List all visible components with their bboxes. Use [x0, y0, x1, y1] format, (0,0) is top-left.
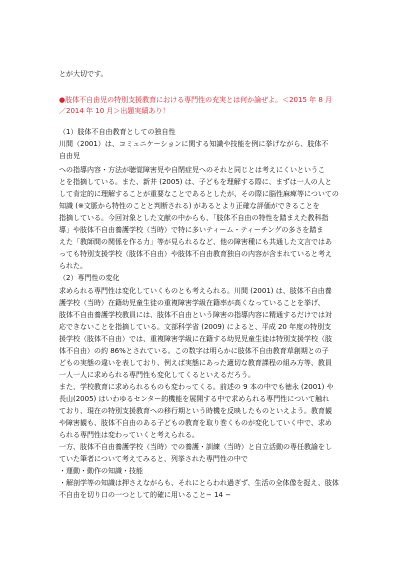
text-line: 護学校（当時）在籍幼児童生徒の重複障害学級在籍率が高くなっていることを挙げ、 [59, 299, 325, 307]
text-line: 援学校（肢体不自由）では、重複障害学級に在籍する幼児児童生徒は特別支援学校（肢 [59, 335, 332, 343]
text-line: とを指摘している。また、新井 (2005) は、子どもを理解する際に、まずは一人の人と [59, 178, 332, 186]
text-line: 応できないことを指摘している。文部科学省 (2009) によると、平成 20 年度の特別支 [59, 323, 332, 331]
bullet-item: ・運動・動作の知識・技能 [59, 467, 143, 475]
text-line-with-page-number: 不自由を切り口の一つとして的確に用いること− 14 − [59, 491, 232, 499]
text-line: っても特別支援学校（肢体不自由）や肢体不自由教育独自の内容が含まれていると考え [59, 250, 332, 258]
question-heading-line-2: ／2014 年 10 月＞出題実績あり！ [59, 107, 170, 115]
bullet-item: ・解剖学等の知識は押さえながらも、それにとらわれ過ぎず、生活の全体像を捉え、肢体 [59, 479, 339, 487]
text-line: 川間（2001）は、コミュニケーションに関する知識や技能を例に挙げながら、肢体不 [59, 140, 329, 148]
text-line: られた。 [59, 262, 87, 270]
section-heading: （2）専門性の変化 [59, 274, 120, 282]
text-line: とが大切です。 [59, 70, 108, 78]
text-line: 求められる専門性は変化していくものとも考えられる。川間 (2001) は、肢体不自由養 [59, 287, 332, 295]
text-line: して肯定的に理解することが重要なことであるとしたが、その際に脳性麻痺等についての [59, 190, 339, 198]
text-line: 一方、肢体不自由養護学校（当時）での養護・訓練（当時）と自立活動の専任教諭をし [59, 443, 332, 451]
text-line: どもの実態の違いを表しており、例えば実態にあった適切な教育課程の組み方等、教員 [59, 359, 332, 367]
text-line: 自由児 [59, 152, 80, 160]
text-line: 一人一人に求められる専門性も変化してくるといえるだろう。 [59, 371, 255, 379]
text-line: 指摘している。今回対象とした文献の中からも、「肢体不自由の特性を踏まえた教科指 [59, 214, 329, 222]
text-line: ていた筆者について考えてみると、列挙された専門性の中で [59, 455, 248, 463]
text-line: 肢体不自由養護学校教員には、肢体不自由という障害の指導内容に精通するだけでは対 [59, 311, 332, 319]
text-line: られる専門性は変わっていくと考えられる。 [59, 431, 199, 439]
text-line: 体不自由）の約 86%とされている。この数字は明らかに肢体不自由教育草創期との子 [59, 347, 329, 355]
text-line: や障害観も、肢体不自由のある子どもの教育を取り巻くものが変化していく中で、求め [59, 419, 332, 427]
section-heading: （1）肢体不自由教育としての独自性 [59, 128, 176, 136]
text-line: ており、現在の特別支援教育への移行期という時機を反映したものといえよう。教育観 [59, 407, 332, 415]
text-line: への指導内容・方法が聴覚障害児や自閉症児へのそれと同じとは考えにくいというこ [59, 166, 325, 174]
text-line: また、学校教育に求められるものも変わってくる。前述の 9 本の中でも徳永 (2001) や [59, 383, 334, 391]
question-heading-line-1: ●肢体不自由児の特別支援教育における専門性の充実とは何か論ぜよ。＜2015 年 8 月 [59, 96, 333, 104]
text-line: 導」や肢体不自由養護学校（当時）で特に多いティーム・ティーチングの多さを踏ま [59, 226, 324, 234]
text-line: えた「教師間の関係を作る力」等が見られるなど、他の障害種にも共通した文言ではあ [59, 238, 332, 246]
text-line: 長山(2005) はいわゆるセンター的機能を展開する中で求められる専門性について触れ [59, 395, 330, 403]
text-line: 知識 (※文脈から特性のことと判断される) があるとより正確な評価ができることを [59, 202, 320, 210]
